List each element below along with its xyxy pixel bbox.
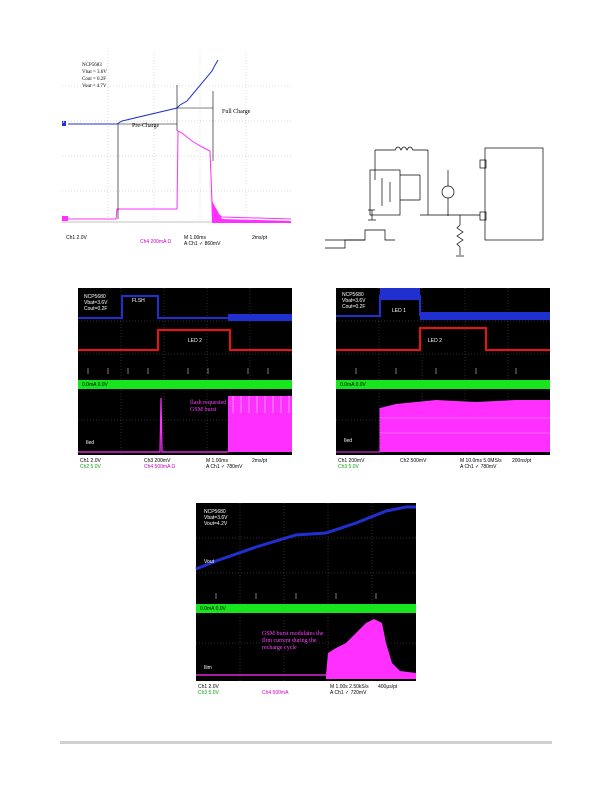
- channel-marker: Ilim: [204, 665, 212, 671]
- scope-info-line: Vbat=3.6V: [204, 515, 228, 521]
- precharge-label: Pre-Charge: [132, 123, 160, 129]
- scope-status: A Ch1 ✓ 780mV: [460, 464, 497, 470]
- scope-info-line: NCP5680: [342, 292, 364, 298]
- scope-status: Ch1 200mV: [338, 458, 365, 464]
- scope-info-line: Vbat=3.6V: [84, 300, 108, 306]
- flash-label: FLSH: [132, 298, 145, 304]
- scope-status: Ch4 500mA Ω: [144, 464, 176, 470]
- scope-info-line: NCP5680: [204, 509, 226, 515]
- green-bar-label: 0.0mA 0.0V: [200, 606, 226, 612]
- fullcharge-label: Full Charge: [222, 109, 251, 115]
- scope-status: A Ch1 ✓ 780mV: [206, 464, 243, 470]
- scope-status: Ch4 500mA: [262, 690, 289, 696]
- scope-precharge: [62, 51, 291, 247]
- scope-status: M 1.00ms: [184, 235, 206, 241]
- scope-status: Ch3 5.0V: [198, 690, 219, 696]
- scope-info-line: Cout = 0.2F: [82, 77, 107, 82]
- scope-status: 2ms/pt: [252, 458, 268, 464]
- scope-info-line: Vout = 4.7V: [82, 84, 107, 89]
- scope-info-line: Cout=0.2F: [84, 306, 108, 312]
- scope-flash-gsm-plot: [78, 288, 292, 455]
- annotation: flash requested by the GSM burst: [190, 400, 243, 413]
- channel-marker: Iled: [344, 438, 353, 444]
- annotation: GSM burst modulates the Ilim current during the recharge cycle: [262, 631, 324, 651]
- green-channel-bar: [336, 380, 550, 389]
- scope-info-line: Vbat=3.6V: [342, 298, 366, 304]
- scope-flash-gsm: [78, 288, 292, 455]
- scope-status: M 1.00ms: [206, 458, 228, 464]
- scope-status: Ch1 2.0V: [66, 235, 87, 241]
- green-bar-label: 0.0mA 0.0V: [340, 382, 366, 388]
- circuit-schematic: [320, 140, 550, 260]
- footer-divider: [60, 741, 552, 744]
- green-channel-bar: [196, 604, 416, 613]
- channel-marker: 1: [62, 119, 65, 125]
- scope-gsm-recharge: [196, 503, 416, 681]
- scope-info-line: NCP5683: [82, 63, 102, 68]
- scope-status: 200ns/pt: [512, 458, 532, 464]
- scope-info-line: NCP5680: [84, 294, 106, 300]
- scope-status: Ch3 200mV: [144, 458, 171, 464]
- green-bar-label: 0.0mA 0.0V: [82, 382, 108, 388]
- scope-led-burst: [336, 288, 550, 455]
- scope-status: Ch4 200mA Ω: [140, 239, 172, 245]
- scope-info-line: Cout=0.2F: [342, 304, 366, 310]
- scope-status: A Ch1 ✓ 720mV: [330, 690, 367, 696]
- scope-status: Ch2 500mV: [400, 458, 427, 464]
- scope-status: Ch2 5.0V: [80, 464, 101, 470]
- channel-marker: Vout: [204, 559, 215, 565]
- scope-info-line: Vbat = 3.6V: [82, 70, 107, 75]
- green-channel-bar: [78, 380, 292, 389]
- flash-label: LED 1: [392, 308, 406, 314]
- scope-status: A Ch1 ✓ 860mV: [184, 241, 221, 247]
- ledb-label: LED 2: [428, 338, 442, 344]
- scope-led-burst-plot: [336, 288, 550, 455]
- scope-status: M 1.00s 2.50kS/s: [330, 684, 369, 690]
- scope-status: Ch3 5.0V: [338, 464, 359, 470]
- scope-status: Ch1 2.0V: [198, 684, 219, 690]
- scope-status: 2ms/pt: [252, 235, 268, 241]
- scope-status: 400μs/pt: [378, 684, 398, 690]
- scope-status: Ch1 2.0V: [80, 458, 101, 464]
- scope-info-line: Vout=4.2V: [204, 521, 228, 527]
- scope-status: M 10.0ms 5.0MS/s: [460, 458, 502, 464]
- ledb-label: LED 2: [188, 338, 202, 344]
- channel-marker: Iled: [86, 440, 95, 446]
- scope-gsm-recharge-plot: [196, 503, 416, 681]
